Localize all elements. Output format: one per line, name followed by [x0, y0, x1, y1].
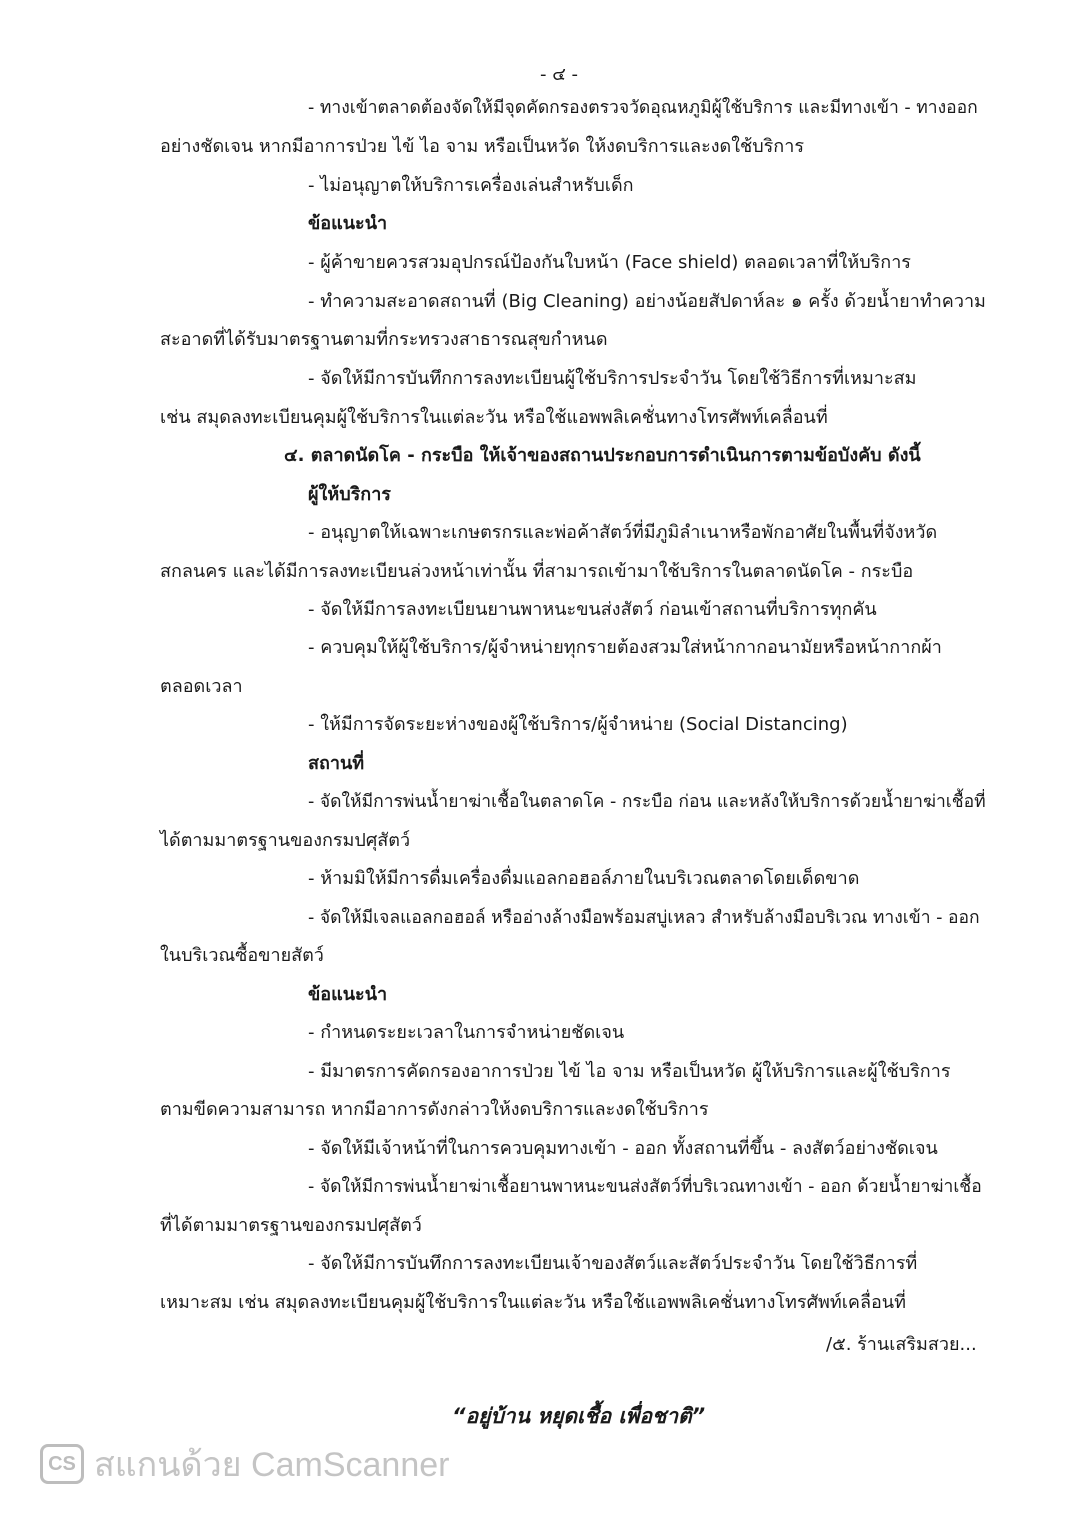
text-line: - ควบคุมให้ผู้ใช้บริการ/ผู้จำหน่ายทุกรายต้องสวมใส่หน้ากากอนามัยหรือหน้ากากผ้า — [308, 637, 942, 658]
text-line: - ห้ามมิให้มีการดื่มเครื่องดื่มแอลกอฮอล์ภายในบริเวณตลาดโดยเด็ดขาด — [308, 868, 860, 889]
text-line: - จัดให้มีการลงทะเบียนยานพาหนะขนส่งสัตว์ ก่อนเข้าสถานที่บริการทุกคัน — [308, 599, 877, 620]
text-line: - ทางเข้าตลาดต้องจัดให้มีจุดคัดกรองตรวจวัดอุณหภูมิผู้ใช้บริการ และมีทางเข้า - ทางออก — [308, 98, 978, 118]
section-heading: ผู้ให้บริการ — [308, 484, 391, 505]
text-line: - กำหนดระยะเวลาในการจำหน่ายชัดเจน — [308, 1022, 625, 1043]
text-line: ที่ได้ตามมาตรฐานของกรมปศุสัตว์ — [160, 1215, 422, 1236]
text-line: อย่างชัดเจน หากมีอาการป่วย ไข้ ไอ จาม หรือเป็นหวัด ให้งดบริการและงดใช้บริการ — [160, 136, 804, 157]
text-line: - จัดให้มีการบันทึกการลงทะเบียนผู้ใช้บริการประจำวัน โดยใช้วิธีการที่เหมาะสม — [308, 368, 917, 389]
section-title: ๔. ตลาดนัดโค - กระบือ ให้เจ้าของสถานประกอบการดำเนินการตามข้อบังคับ ดังนี้ — [284, 445, 921, 466]
page-number: - ๔ - — [540, 64, 579, 85]
text-line: ในบริเวณซื้อขายสัตว์ — [160, 945, 324, 966]
text-line: - ทำความสะอาดสถานที่ (Big Cleaning) อย่างน้อยสัปดาห์ละ ๑ ครั้ง ด้วยน้ำยาทำความ — [308, 291, 986, 312]
text-line: สกลนคร และได้มีการลงทะเบียนล่วงหน้าเท่านั้น ที่สามารถเข้ามาใช้บริการในตลาดนัดโค - กระบือ — [160, 561, 914, 582]
text-line: - ไม่อนุญาตให้บริการเครื่องเล่นสำหรับเด็ก — [308, 175, 634, 196]
text-line: - จัดให้มีเจ้าหน้าที่ในการควบคุมทางเข้า - ออก ทั้งสถานที่ขึ้น - ลงสัตว์อย่างชัดเจน — [308, 1138, 938, 1159]
section-heading: ข้อแนะนำ — [308, 984, 388, 1005]
text-line: สะอาดที่ได้รับมาตรฐานตามที่กระทรวงสาธารณสุขกำหนด — [160, 329, 608, 350]
watermark-text: สแกนด้วย CamScanner — [94, 1446, 450, 1484]
text-line: เหมาะสม เช่น สมุดลงทะเบียนคุมผู้ใช้บริการในแต่ละวัน หรือใช้แอพพลิเคชั่นทางโทรศัพท์เคลื่อนที่ — [160, 1292, 906, 1313]
camscanner-logo-icon: CS — [40, 1444, 84, 1484]
section-heading: สถานที่ — [308, 753, 365, 774]
text-line: - จัดให้มีการพ่นน้ำยาฆ่าเชื้อยานพาหนะขนส่งสัตว์ที่บริเวณทางเข้า - ออก ด้วยน้ำยาฆ่าเชื้อ — [308, 1177, 982, 1197]
text-line: - จัดให้มีเจลแอลกอฮอล์ หรืออ่างล้างมือพร้อมสบู่เหลว สำหรับล้างมือบริเวณ ทางเข้า - ออก — [308, 908, 980, 928]
text-line: - อนุญาตให้เฉพาะเกษตรกรและพ่อค้าสัตว์ที่มีภูมิลำเนาหรือพักอาศัยในพื้นที่จังหวัด — [308, 522, 938, 543]
text-line: ได้ตามมาตรฐานของกรมปศุสัตว์ — [160, 830, 411, 851]
text-line: - จัดให้มีการบันทึกการลงทะเบียนเจ้าของสัตว์และสัตว์ประจำวัน โดยใช้วิธีการที่ — [308, 1253, 918, 1274]
continuation-note: /๕. ร้านเสริมสวย... — [826, 1334, 977, 1355]
text-line: ตลอดเวลา — [160, 676, 243, 697]
camscanner-watermark — [40, 1442, 449, 1486]
motto: “อยู่บ้าน หยุดเชื้อ เพื่อชาติ” — [452, 1404, 706, 1428]
text-line: - มีมาตรการคัดกรองอาการป่วย ไข้ ไอ จาม หรือเป็นหวัด ผู้ให้บริการและผู้ใช้บริการ — [308, 1061, 951, 1082]
text-line: เช่น สมุดลงทะเบียนคุมผู้ใช้บริการในแต่ละวัน หรือใช้แอพพลิเคชั่นทางโทรศัพท์เคลื่อนที่ — [160, 407, 828, 428]
section-heading: ข้อแนะนำ — [308, 213, 388, 234]
text-line: - ให้มีการจัดระยะห่างของผู้ใช้บริการ/ผู้จำหน่าย (Social Distancing) — [308, 714, 848, 735]
text-line: ตามขีดความสามารถ หากมีอาการดังกล่าวให้งดบริการและงดใช้บริการ — [160, 1099, 709, 1120]
text-line: - จัดให้มีการพ่นน้ำยาฆ่าเชื้อในตลาดโค - กระบือ ก่อน และหลังให้บริการด้วยน้ำยาฆ่าเชื้อที่ — [308, 792, 986, 812]
text-line: - ผู้ค้าขายควรสวมอุปกรณ์ป้องกันใบหน้า (Face shield) ตลอดเวลาที่ให้บริการ — [308, 252, 911, 273]
